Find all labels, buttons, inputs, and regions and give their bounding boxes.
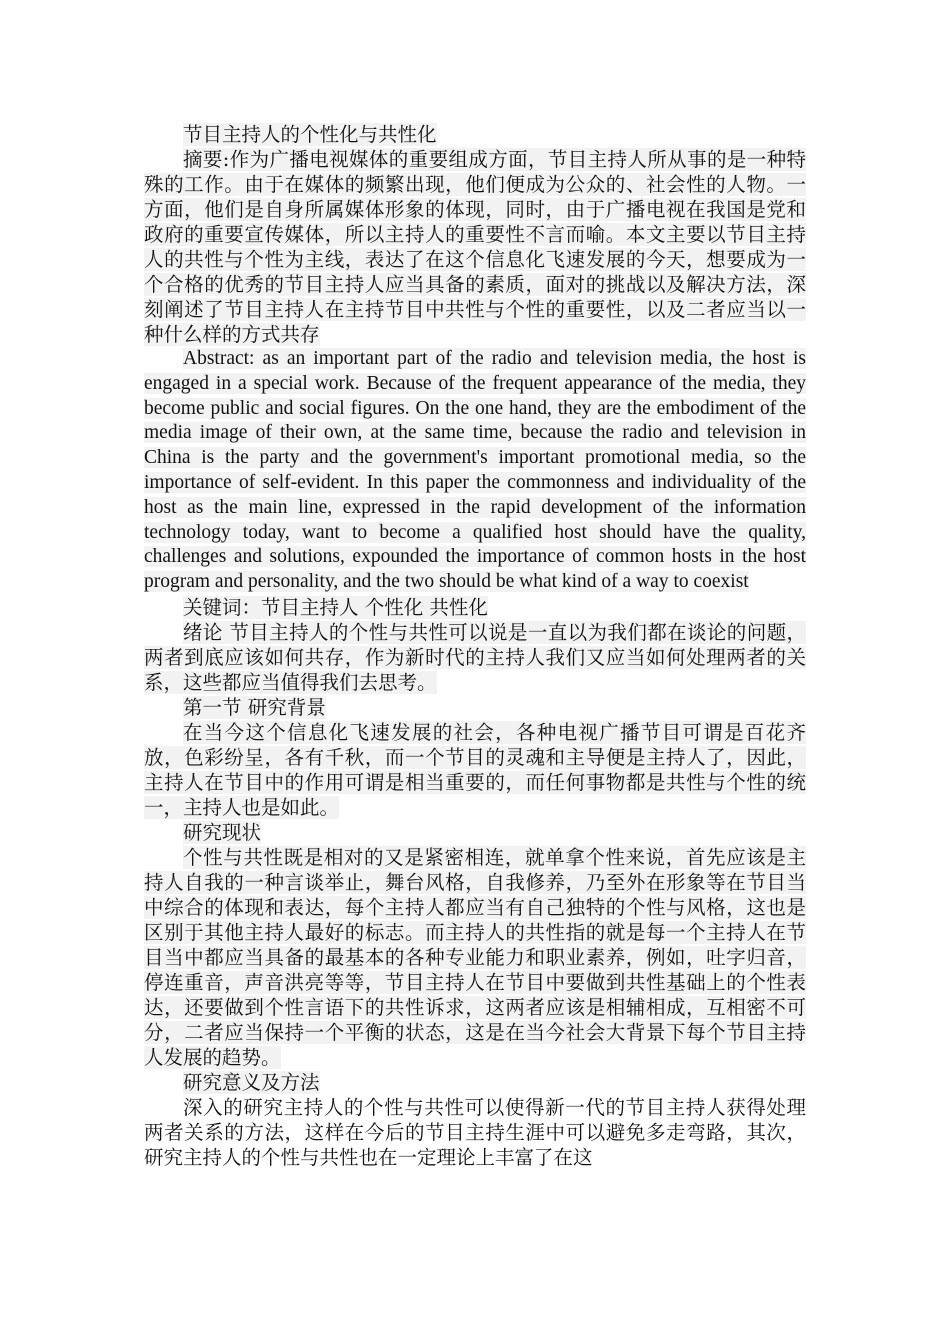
keywords-text: 关键词：节目主持人 个性化 共性化 (183, 595, 488, 619)
section1-paragraph (144, 720, 806, 820)
meaning-paragraph (144, 1095, 806, 1170)
abstract-cn (144, 147, 806, 347)
document-page (144, 122, 806, 1170)
keywords (144, 595, 806, 620)
intro-paragraph (144, 620, 806, 695)
title-text: 节目主持人的个性化与共性化 (183, 123, 437, 146)
status-paragraph (144, 845, 806, 1070)
abstract-en-text: Abstract: as an important part of the radio and television media, the host is engaged in a special work. Because of the frequent appearance of the media, they become public and social figures. On the one hand, they are the embodiment of the media image of their own, at the same time, because the radio and television in China is the party and the government's important promotional media, so the importance of self-evident. In this paper the commonness and individuality of the host as the main line, expressed in the rapid development of the information technology today, want to become a qualified host should have the quality, challenges and solutions, expounded the importance of common hosts in the host program and personality, and the two should be what kind of a way to coexist (144, 348, 806, 593)
document-title (144, 122, 806, 147)
status-heading (144, 820, 806, 845)
meaning-heading-text: 研究意义及方法 (183, 1070, 320, 1094)
abstract-cn-text: 摘要:作为广播电视媒体的重要组成方面，节目主持人所从事的是一种特殊的工作。由于在媒体的频繁出现，他们便成为公众的、社会性的人物。一方面，他们是自身所属媒体形象的体现，同时，由于广播电视在我国是党和政府的重要宣传媒体，所以主持人的重要性不言而喻。本文主要以节目主持人的共性与个性为主线，表达了在这个信息化飞速发展的今天，想要成为一个合格的优秀的节目主持人应当具备的素质，面对的挑战以及解决方法，深刻阐述了节目主持人在主持节目中共性与个性的重要性，以及二者应当以一种什么样的方式共存 (144, 148, 806, 346)
meaning-heading (144, 1070, 806, 1095)
abstract-en (144, 347, 806, 595)
section1-text: 在当今这个信息化飞速发展的社会，各种电视广播节目可谓是百花齐放，色彩纷呈，各有千秋，而一个节目的灵魂和主导便是主持人了，因此，主持人在节目中的作用可谓是相当重要的，而任何事物都是共性与个性的统一，主持人也是如此。 (144, 720, 806, 819)
section1-heading-text: 第一节 研究背景 (183, 695, 326, 719)
intro-text: 绪论 节目主持人的个性与共性可以说是一直以为我们都在谈论的问题，两者到底应该如何共存，作为新时代的主持人我们又应当如何处理两者的关系，这些都应当值得我们去思考。 (144, 620, 806, 694)
status-text: 个性与共性既是相对的又是紧密相连，就单拿个性来说，首先应该是主持人自我的一种言谈举止，舞台风格，自我修养，乃至外在形象等在节目当中综合的体现和表达，每个主持人都应当有自己独特的个性与风格，这也是区别于其他主持人最好的标志。而主持人的共性指的就是每一个主持人在节目当中都应当具备的最基本的各种专业能力和职业素养，例如，吐字归音，停连重音，声音洪亮等等，节目主持人在节目中要做到共性基础上的个性表达，还要做到个性言语下的共性诉求，这两者应该是相辅相成，互相密不可分，二者应当保持一个平衡的状态，这是在当今社会大背景下每个节目主持人发展的趋势。 (144, 845, 806, 1069)
meaning-text: 深入的研究主持人的个性与共性可以使得新一代的节目主持人获得处理两者关系的方法，这样在今后的节目主持生涯中可以避免多走弯路，其次，研究主持人的个性与共性也在一定理论上丰富了在这 (144, 1095, 806, 1169)
section1-heading (144, 695, 806, 720)
status-heading-text: 研究现状 (183, 820, 262, 844)
